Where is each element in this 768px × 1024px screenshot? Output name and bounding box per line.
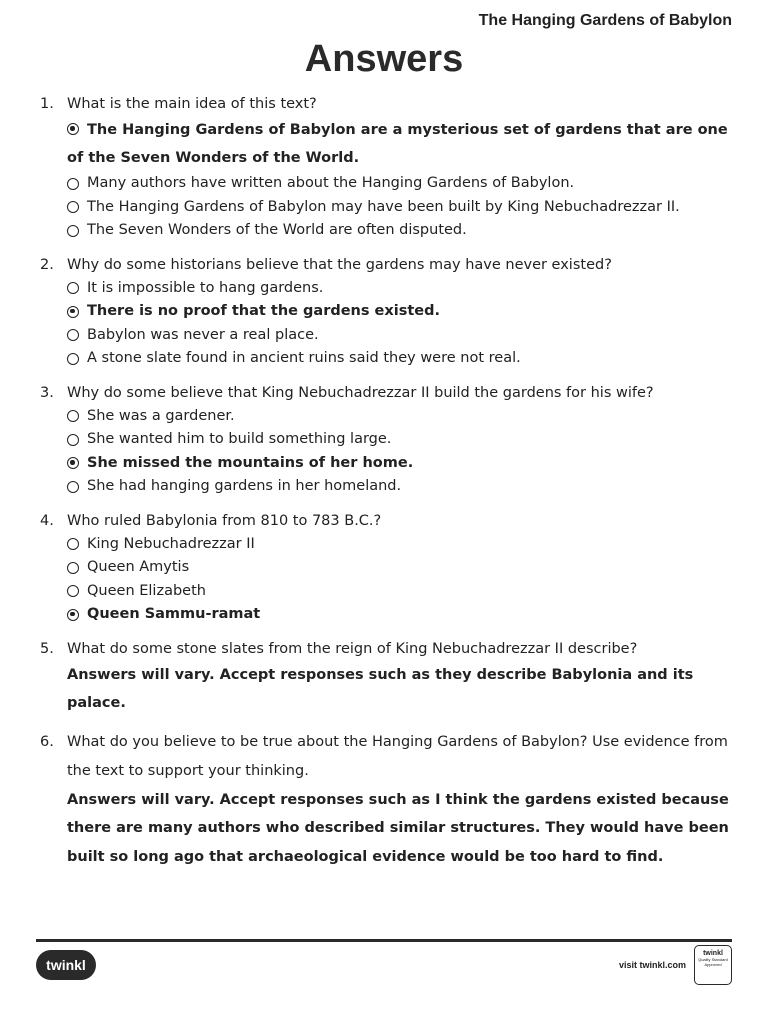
answer-option[interactable]: [67, 324, 735, 348]
radio-unselected-icon[interactable]: [67, 201, 79, 213]
question-number: 1.: [40, 96, 54, 112]
twinkl-logo: [36, 950, 96, 980]
footer-divider: [36, 939, 732, 942]
radio-selected-icon[interactable]: [67, 609, 79, 621]
radio-selected-icon[interactable]: [67, 123, 79, 135]
answer-option[interactable]: [67, 347, 735, 371]
badge-line-1: Quality Standard: [698, 957, 728, 962]
answer-text: Answers will vary. Accept responses such as I think the gardens existed because there are many authors who described similar structures. They would have been built so long ago that archaeological evidence would be too hard to find.: [67, 791, 729, 865]
answer-option[interactable]: [67, 533, 735, 557]
question-number: 2.: [40, 256, 54, 273]
radio-unselected-icon[interactable]: [67, 585, 79, 597]
answer-option[interactable]: [67, 428, 735, 452]
question-text: Why do some historians believe that the gardens may have never existed?: [67, 256, 612, 273]
option-label: Queen Sammu-ramat: [87, 606, 261, 622]
answer-option[interactable]: [67, 219, 735, 243]
option-label: The Seven Wonders of the World are often disputed.: [87, 222, 467, 238]
question-text: What do some stone slates from the reign of King Nebuchadrezzar II describe?: [67, 640, 638, 657]
radio-unselected-icon[interactable]: [67, 353, 79, 365]
radio-unselected-icon[interactable]: [67, 410, 79, 422]
question-list: [40, 92, 735, 881]
logo-text: twinkl: [46, 957, 86, 973]
option-label: A stone slate found in ancient ruins said they were not real.: [87, 350, 521, 366]
radio-selected-icon[interactable]: [67, 306, 79, 318]
question-4: [40, 509, 735, 627]
question-text: Who ruled Babylonia from 810 to 783 B.C.?: [67, 512, 382, 529]
page-title: Answers: [304, 38, 464, 80]
option-label: The Hanging Gardens of Babylon may have been built by King Nebuchadrezzar II.: [87, 198, 680, 215]
answer-option[interactable]: [67, 405, 735, 429]
option-label: Queen Elizabeth: [87, 582, 206, 599]
answer-option-selected[interactable]: [67, 300, 735, 324]
radio-unselected-icon[interactable]: [67, 538, 79, 550]
answer-option-selected[interactable]: [67, 116, 735, 172]
question-number: 6.: [40, 733, 54, 750]
question-5: [40, 637, 735, 718]
option-label: King Nebuchadrezzar II: [87, 535, 255, 552]
answer-option[interactable]: [67, 556, 735, 580]
answer-option[interactable]: [67, 580, 735, 604]
question-number: 3.: [40, 384, 54, 401]
radio-unselected-icon[interactable]: [67, 178, 79, 190]
question-number: 4.: [40, 512, 54, 529]
radio-selected-icon[interactable]: [67, 457, 79, 469]
question-text: What do you believe to be true about the Hanging Gardens of Babylon? Use evidence from the text to support your thinking.: [67, 733, 728, 779]
badge-brand: twinkl: [703, 950, 723, 957]
answer-option-selected[interactable]: [67, 603, 735, 627]
radio-unselected-icon[interactable]: [67, 225, 79, 237]
quality-standard-badge: [694, 945, 732, 985]
option-label: She had hanging gardens in her homeland.: [87, 478, 402, 494]
option-label: Babylon was never a real place.: [87, 326, 319, 343]
option-label: There is no proof that the gardens existed.: [87, 303, 440, 319]
radio-unselected-icon[interactable]: [67, 434, 79, 446]
visit-link[interactable]: visit twinkl.com: [618, 960, 686, 970]
option-label: She missed the mountains of her home.: [87, 454, 414, 471]
header-title: The Hanging Gardens of Babylon: [478, 12, 732, 29]
radio-unselected-icon[interactable]: [67, 562, 79, 574]
answer-option[interactable]: [67, 172, 735, 196]
radio-unselected-icon[interactable]: [67, 329, 79, 341]
question-6: [40, 728, 735, 872]
answer-option[interactable]: [67, 277, 735, 301]
radio-unselected-icon[interactable]: [67, 481, 79, 493]
option-label: Queen Amytis: [87, 559, 190, 575]
question-text: What is the main idea of this text?: [67, 96, 317, 112]
question-2: [40, 253, 735, 371]
question-1: [40, 92, 735, 243]
question-text: Why do some believe that King Nebuchadrezzar II build the gardens for his wife?: [67, 384, 654, 401]
answer-option[interactable]: [67, 196, 735, 220]
option-label: The Hanging Gardens of Babylon are a mysterious set of gardens that are one of the Seven Wonders of the World.: [67, 122, 728, 166]
question-number: 5.: [40, 640, 54, 657]
option-label: Many authors have written about the Hanging Gardens of Babylon.: [87, 175, 575, 191]
option-label: She wanted him to build something large.: [87, 431, 392, 447]
option-label: It is impossible to hang gardens.: [87, 279, 324, 296]
option-label: She was a gardener.: [87, 407, 235, 424]
radio-unselected-icon[interactable]: [67, 282, 79, 294]
answer-option-selected[interactable]: [67, 452, 735, 476]
question-3: [40, 381, 735, 499]
badge-line-2: Approved: [704, 962, 722, 967]
answer-text: Answers will vary. Accept responses such as they describe Babylonia and its palace.: [67, 666, 694, 711]
answer-option[interactable]: [67, 475, 735, 499]
